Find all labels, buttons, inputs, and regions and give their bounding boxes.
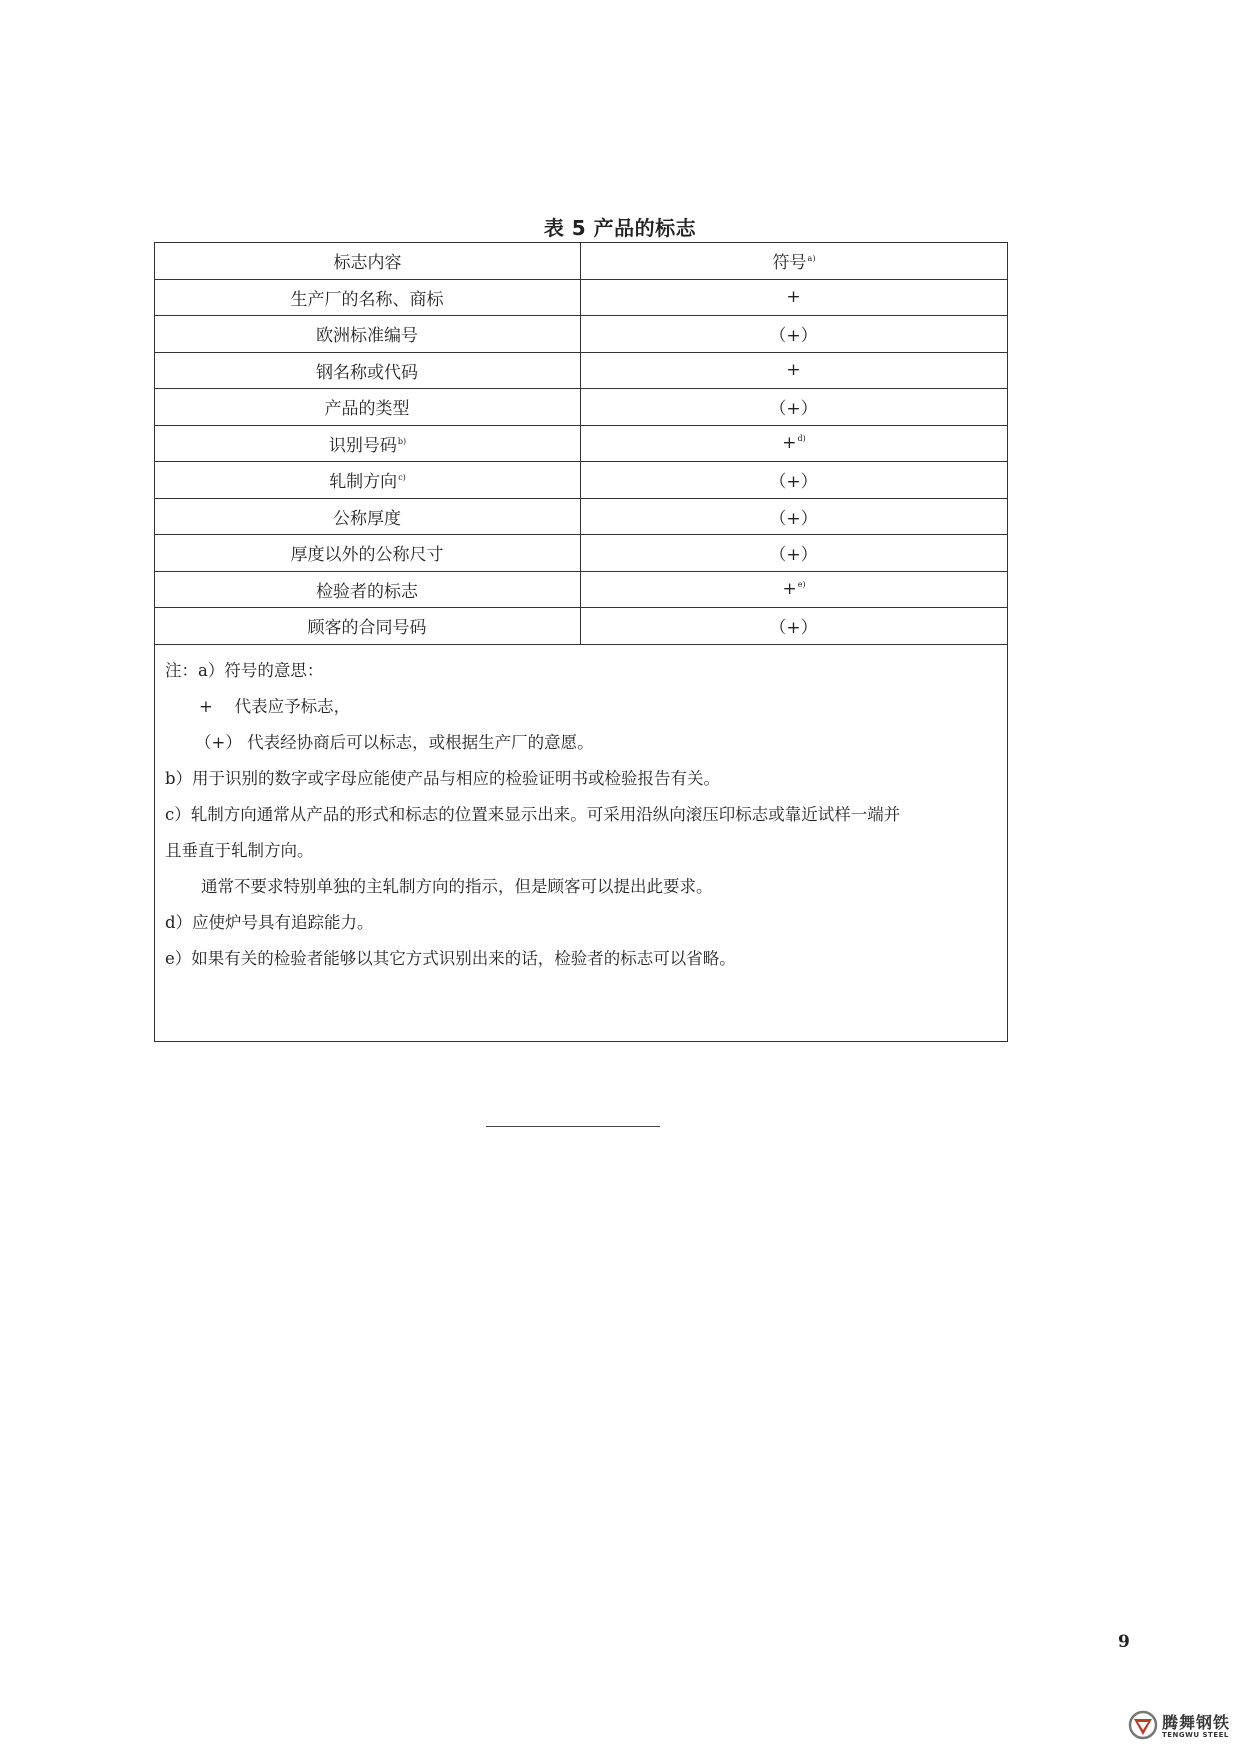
end-rule [486,1126,660,1127]
row-symbol: （+） [581,535,1008,572]
row-content: 欧洲标准编号 [155,316,581,353]
row-symbol: （+） [581,608,1008,645]
header-content: 标志内容 [155,243,581,280]
logo-mark-icon [1128,1710,1158,1740]
row-content: 钢名称或代码 [155,352,581,389]
note-line: c）轧制方向通常从产品的形式和标志的位置来显示出来。可采用沿纵向滚压印标志或靠近试样一端并 [165,804,901,824]
table-row [155,389,1008,426]
table-header-row [155,243,1008,280]
note-line: b）用于识别的数字或字母应能使产品与相应的检验证明书或检验报告有关。 [165,768,721,788]
page-number: 9 [1118,1632,1130,1652]
row-symbol: + [581,279,1008,316]
row-symbol: （+） [581,316,1008,353]
row-content: 厚度以外的公称尺寸 [155,535,581,572]
row-content: 顾客的合同号码 [155,608,581,645]
table-row [155,462,1008,499]
note-line: （+） 代表经协商后可以标志，或根据生产厂的意愿。 [195,732,594,752]
row-symbol: + [581,352,1008,389]
row-symbol: （+） [581,498,1008,535]
row-symbol: （+） [581,389,1008,426]
table-row [155,608,1008,645]
row-content: 识别号码$^{b)}$ [155,425,581,462]
row-symbol: +$^{e)}$ [581,571,1008,608]
table-notes-row [155,644,1008,1041]
note-line: e）如果有关的检验者能够以其它方式识别出来的话，检验者的标志可以省略。 [165,948,736,968]
logo-subtitle: TENGWU STEEL [1162,1731,1229,1739]
table-row [155,425,1008,462]
row-content: 生产厂的名称、商标 [155,279,581,316]
table-row [155,571,1008,608]
note-line: + 代表应予标志， [199,696,351,716]
row-content: 公称厚度 [155,498,581,535]
row-content: 轧制方向$^{c)}$ [155,462,581,499]
table-row [155,352,1008,389]
table-row [155,279,1008,316]
table-caption: 表 5 产品的标志 [543,216,697,240]
row-content: 检验者的标志 [155,571,581,608]
table-row [155,498,1008,535]
table-row [155,316,1008,353]
marking-table [154,242,1008,1042]
row-symbol: （+） [581,462,1008,499]
note-line: d）应使炉号具有追踪能力。 [165,912,374,932]
note-line: 且垂直于轧制方向。 [165,840,314,860]
table-row [155,535,1008,572]
row-symbol: +$^{d)}$ [581,425,1008,462]
brand-logo [1128,1706,1234,1744]
header-symbol: 符号$^{a)}$ [581,243,1008,280]
note-line: 通常不要求特别单独的主轧制方向的指示，但是顾客可以提出此要求。 [201,876,713,896]
logo-name: 腾舞钢铁 [1162,1713,1231,1732]
table-notes [155,644,1008,1041]
note-line: 注：a）符号的意思： [165,660,324,680]
row-content: 产品的类型 [155,389,581,426]
